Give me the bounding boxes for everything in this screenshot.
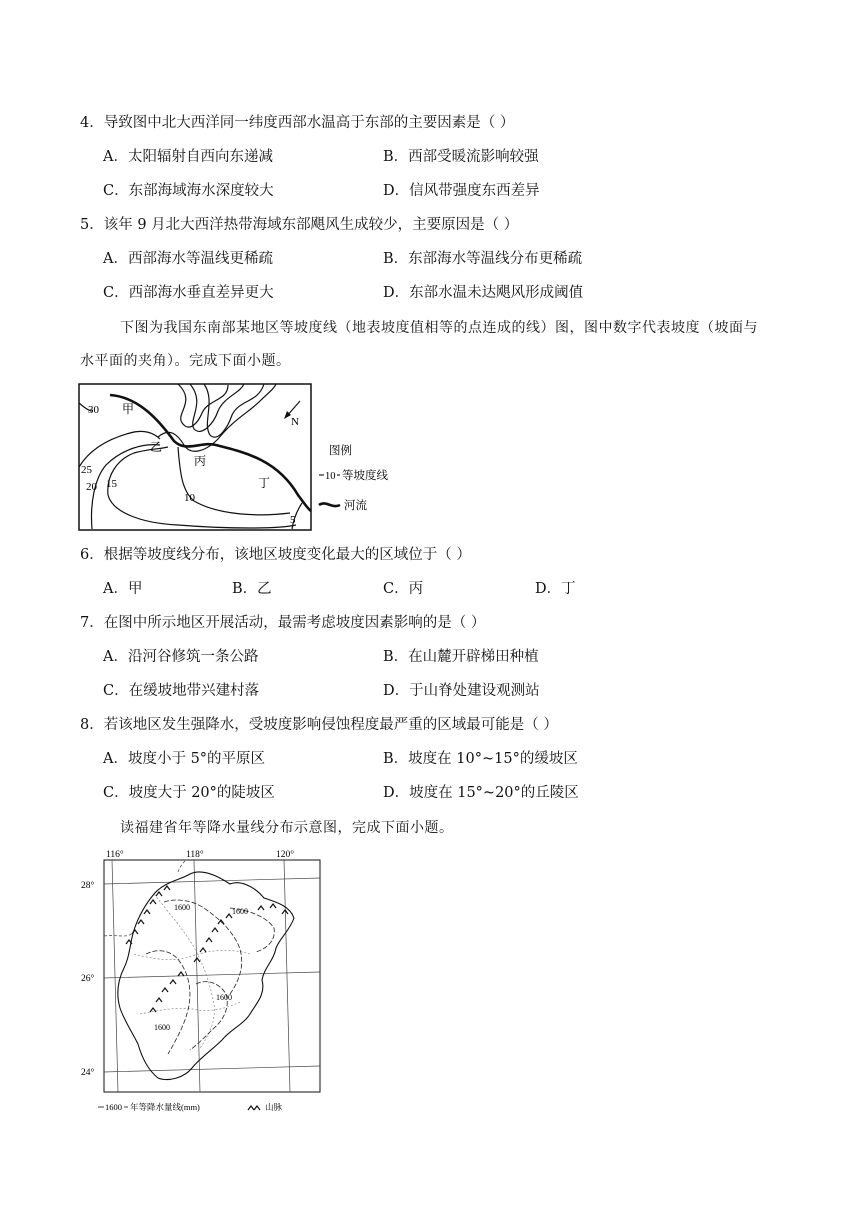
q4-option-a[interactable]: A．太阳辐射自西向东递减 — [103, 149, 273, 165]
q5-option-b[interactable]: B．东部海水等温线分布更稀疏 — [383, 251, 583, 267]
legend-contour-label: 等坡度线 — [342, 470, 388, 482]
border-line — [104, 930, 134, 936]
isohyet-value: 1600 — [174, 903, 190, 912]
graticule-line — [112, 860, 118, 1092]
contour-line — [190, 384, 244, 431]
label-bing: 丙 — [194, 454, 207, 468]
fujian-intro: 读福建省年等降水量线分布示意图，完成下面小题。 — [120, 820, 454, 836]
label-jia: 甲 — [122, 402, 135, 416]
lat-label-26: 26° — [81, 974, 95, 984]
legend-isohyet-label: 年等降水量线(mm) — [130, 1102, 200, 1112]
q5-option-a[interactable]: A．西部海水等温线更稀疏 — [103, 251, 273, 267]
lon-label-118: 118° — [186, 850, 204, 860]
q8-option-a[interactable]: A．坡度小于 5°的平原区 — [103, 751, 266, 767]
fujian-outline — [118, 872, 294, 1080]
graticule-line — [194, 860, 200, 1092]
q4-option-c[interactable]: C．东部海域海水深度较大 — [103, 183, 274, 199]
label-ding: 丁 — [258, 476, 271, 490]
legend-river-label: 河流 — [344, 500, 367, 512]
question-4-stem: 4．导致图中北大西洋同一纬度西部水温高于东部的主要因素是（ ） — [80, 115, 515, 131]
fujian-map-frame — [104, 860, 320, 1092]
contour-line — [204, 384, 264, 437]
q4-option-d[interactable]: D．信风带强度东西差异 — [383, 183, 540, 199]
lat-label-28: 28° — [81, 881, 95, 891]
fujian-precipitation-map — [80, 844, 330, 1116]
internal-boundary — [134, 950, 250, 959]
river — [110, 395, 311, 511]
lon-label-120: 120° — [276, 850, 295, 860]
legend-mountain-label: 山脉 — [265, 1102, 283, 1112]
q4-option-b[interactable]: B．西部受暖流影响较强 — [383, 149, 539, 165]
q8-option-c[interactable]: C．坡度大于 20°的陡坡区 — [103, 785, 275, 801]
isohyet-value: 1600 — [216, 993, 232, 1002]
q7-option-d[interactable]: D．于山脊处建设观测站 — [383, 683, 540, 699]
slope-value-5: 5 — [290, 514, 296, 526]
slope-value-15: 15 — [106, 478, 117, 490]
q6-option-a[interactable]: A．甲 — [103, 581, 143, 597]
question-8-stem: 8．若该地区发生强降水，受坡度影响侵蚀程度最严重的区域最可能是（ ） — [80, 717, 558, 733]
slope-intro-line1: 下图为我国东南部某地区等坡度线（地表坡度值相等的点连成的线）图，图中数字代表坡度（坡面与 — [120, 320, 758, 336]
isohyet-value: 1600 — [154, 1023, 170, 1032]
slope-value-30: 30 — [88, 404, 99, 416]
q8-option-b[interactable]: B．坡度在 10°~15°的缓坡区 — [383, 751, 578, 767]
contour-line — [178, 384, 228, 427]
isohyet-line — [164, 900, 242, 994]
legend-title: 图例 — [329, 445, 352, 457]
legend-river-sample — [319, 503, 340, 506]
lon-label-116: 116° — [106, 850, 124, 860]
slope-value-20: 20 — [86, 481, 97, 493]
north-label: N — [291, 416, 299, 428]
question-5-stem: 5．该年 9 月北大西洋热带海域东部飓风生成较少，主要原因是（ ） — [80, 217, 519, 233]
q7-option-c[interactable]: C．在缓坡地带兴建村落 — [103, 683, 260, 699]
q7-option-b[interactable]: B．在山麓开辟梯田种植 — [383, 649, 539, 665]
border-line — [178, 860, 186, 872]
mountain-range-daiyun — [150, 972, 184, 1012]
question-6-stem: 6．根据等坡度线分布，该地区坡度变化最大的区域位于（ ） — [80, 547, 471, 563]
q8-option-d[interactable]: D．坡度在 15°~20°的丘陵区 — [383, 785, 579, 801]
slope-contour-map — [78, 383, 398, 533]
legend-contour-sample-value: 10 — [325, 471, 336, 482]
label-yi: 乙 — [150, 440, 163, 454]
q6-option-b[interactable]: B．乙 — [232, 581, 272, 597]
slope-value-10: 10 — [184, 492, 195, 504]
question-7-stem: 7．在图中所示地区开展活动，最需考虑坡度因素影响的是（ ） — [80, 615, 486, 631]
q7-option-a[interactable]: A．沿河谷修筑一条公路 — [103, 649, 259, 665]
contour-line — [108, 495, 296, 528]
isohyet-value: 1600 — [232, 907, 248, 916]
graticule-line — [104, 972, 320, 978]
mountain-range-central — [194, 914, 232, 962]
graticule-line — [104, 1066, 320, 1072]
legend-isohyet-sample: 1600 — [105, 1102, 122, 1112]
isohyet-line — [146, 951, 190, 1054]
lat-label-24: 24° — [81, 1068, 95, 1078]
q6-option-d[interactable]: D．丁 — [535, 581, 576, 597]
slope-value-25: 25 — [81, 464, 92, 476]
q6-option-c[interactable]: C．丙 — [383, 581, 424, 597]
q5-option-c[interactable]: C．西部海水垂直差异更大 — [103, 285, 274, 301]
slope-intro-line2: 水平面的夹角）。完成下面小题。 — [80, 353, 291, 369]
q5-option-d[interactable]: D．东部水温未达飓风形成阈值 — [383, 285, 584, 301]
graticule-line — [104, 878, 320, 884]
graticule-line — [284, 860, 290, 1092]
legend-mountain-icon — [248, 1106, 260, 1110]
